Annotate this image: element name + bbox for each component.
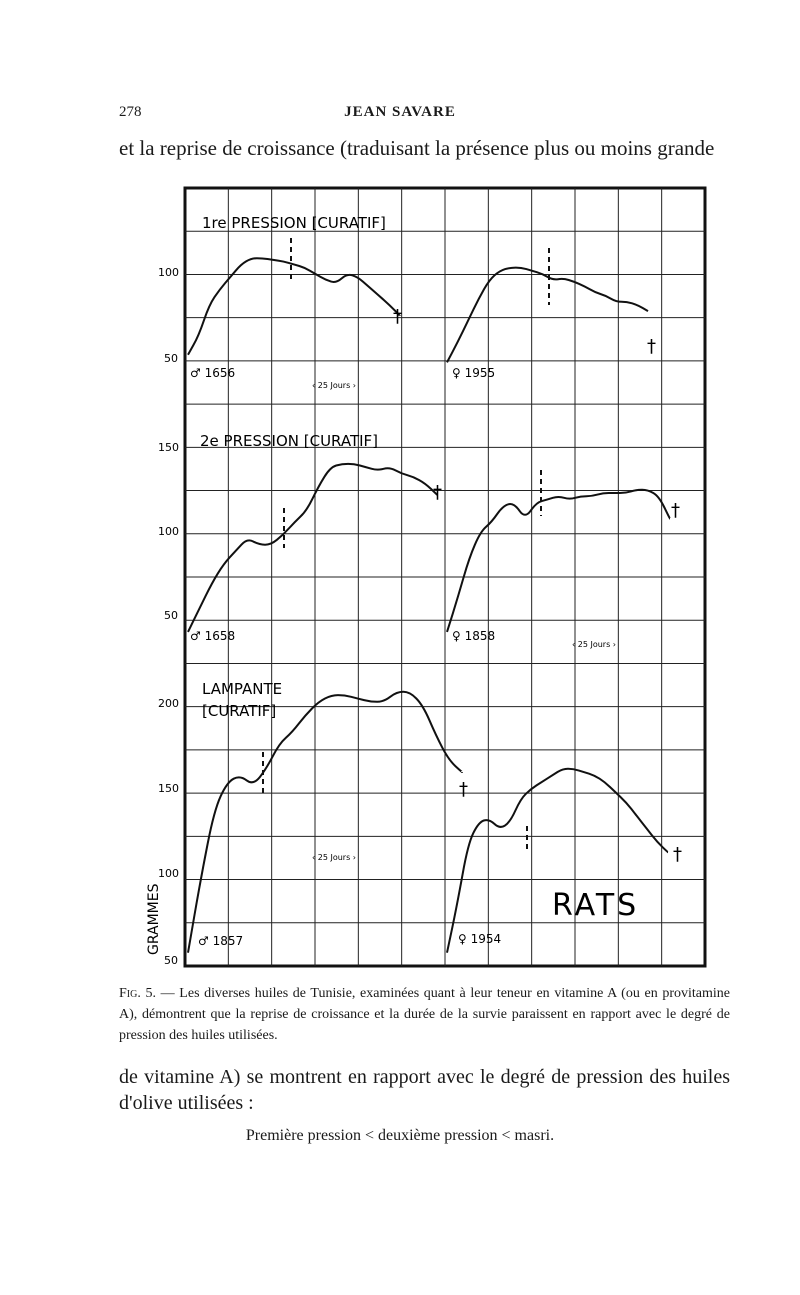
chart-frame (185, 188, 705, 966)
rat-label-1954: ♀ 1954 (458, 932, 502, 946)
running-head: JEAN SAVARE (344, 104, 456, 120)
tick-p1-100: 100 (158, 266, 179, 279)
tick-p3-50: 50 (164, 954, 178, 967)
formula-line: Première pression < deuxième pression < masri. (245, 1127, 555, 1144)
tick-p3-150: 150 (158, 782, 179, 795)
growth-curve-2-1 (188, 464, 437, 632)
tick-p3-100: 100 (158, 867, 179, 880)
tick-p3-200: 200 (158, 697, 179, 710)
growth-curve-3-1 (188, 692, 462, 953)
tick-p2-150: 150 (158, 441, 179, 454)
growth-curve-2-2 (447, 490, 670, 632)
curves (188, 238, 670, 953)
growth-curve-1-1 (188, 258, 400, 355)
grid (185, 188, 705, 966)
rats-label: RATS (552, 888, 640, 923)
growth-curve-3-2 (447, 769, 668, 953)
rat-label-1857: ♂ 1857 (198, 934, 244, 948)
y-axis-title: GRAMMES (146, 883, 162, 955)
body-text-bottom: de vitamine A) se montrent en rapport avec le degré de pression des huiles d'olive utilisées : (119, 1066, 730, 1114)
duration-label-2: ‹ 25 Jours › (572, 640, 616, 649)
death-mark: † (459, 779, 468, 800)
growth-curve-1-2 (447, 268, 648, 363)
figure-caption (119, 983, 730, 1046)
tick-p1-50: 50 (164, 352, 178, 365)
tick-p2-100: 100 (158, 525, 179, 538)
rat-label-1658: ♂ 1658 (190, 629, 236, 643)
death-mark: † (393, 306, 402, 327)
duration-label-1: ‹ 25 Jours › (312, 381, 356, 390)
rat-label-1656: ♂ 1656 (190, 366, 236, 380)
death-mark: † (433, 482, 442, 503)
tick-p2-50: 50 (164, 609, 178, 622)
death-mark: † (671, 500, 680, 521)
death-mark: † (673, 844, 682, 865)
panel-label-1: 1re PRESSION [CURATIF] (202, 214, 386, 232)
caption-text: — Les diverses huiles de Tunisie, examinées quant à leur teneur en vitamine A (ou en provitamine A), démontrent que la reprise de croissance et la durée de la survie paraissent en rapport avec le degré de pression des huiles utilisées. (119, 986, 731, 1043)
duration-label-3: ‹ 25 Jours › (312, 853, 356, 862)
death-mark: † (647, 336, 656, 357)
body-text-top: et la reprise de croissance (traduisant la présence plus ou moins grande (119, 136, 715, 160)
panel-label-2: 2e PRESSION [CURATIF] (200, 432, 379, 450)
page-number: 278 (119, 104, 142, 120)
rat-label-1858: ♀ 1858 (452, 629, 496, 643)
rat-label-1955: ♀ 1955 (452, 366, 496, 380)
panel-label-3a: LAMPANTE (202, 680, 283, 698)
panel-label-3b: [CURATIF] (202, 702, 277, 720)
caption-label: Fig. 5. (119, 986, 156, 1001)
